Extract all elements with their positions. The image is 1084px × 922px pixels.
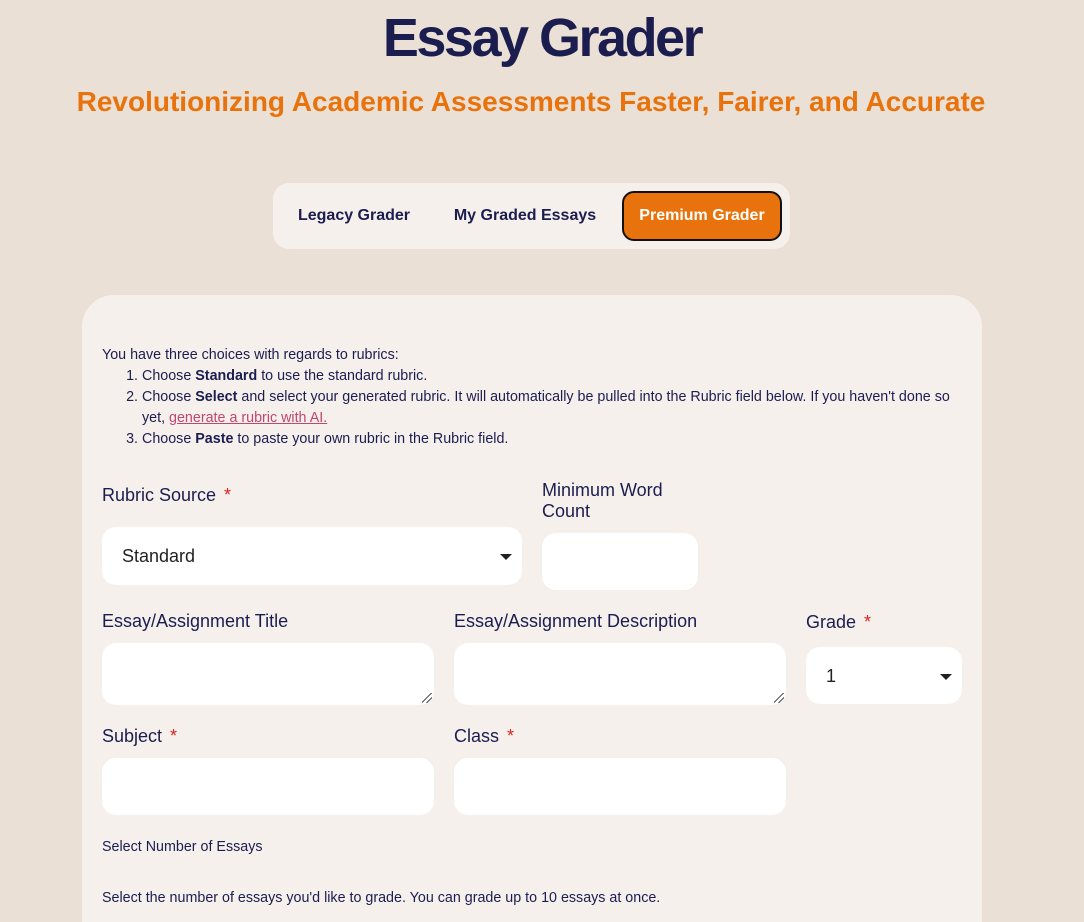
chevron-down-icon [940,674,952,680]
tab-legacy-grader[interactable]: Legacy Grader [297,207,411,224]
choice-text: Choose [142,431,196,447]
required-marker: * [864,612,872,632]
rubric-choices-list [142,366,952,450]
page-title: Essay Grader [382,8,702,68]
resize-handle-icon[interactable] [774,693,784,703]
chevron-down-icon [500,554,512,560]
grader-tabs [273,183,790,249]
choice-text: and select your generated rubric. It will automatically be pulled into the Rubric field below. If you haven't done so yet, [142,389,950,426]
essay-description-label: Essay/Assignment Description [454,611,698,631]
grade-select[interactable] [806,647,962,704]
required-marker: * [507,726,515,746]
required-marker: * [170,726,178,746]
rubric-instructions-lead: You have three choices with regards to rubrics: [102,347,399,363]
label-text: Class [454,726,500,746]
rubric-choice-standard [142,366,952,387]
grade-value: 1 [826,666,837,686]
tab-my-graded-essays[interactable]: My Graded Essays [453,207,597,224]
choice-keyword: Select [195,389,238,405]
choice-text: Choose [142,368,196,384]
choice-keyword: Paste [195,431,234,447]
subject-input[interactable] [102,758,434,815]
label-text: Subject [102,726,163,746]
rubric-choice-paste [142,429,952,450]
essay-title-textarea[interactable] [102,643,434,705]
label-text: Rubric Source [102,485,217,505]
rubric-choice-select [142,387,952,429]
subject-label [102,726,177,747]
grade-label [806,612,871,633]
rubric-source-value: Standard [122,546,196,566]
class-input[interactable] [454,758,786,815]
required-marker: * [224,485,232,505]
page-subtitle: Revolutionizing Academic Assessments Faster, Fairer, and Accurate [76,86,986,117]
rubric-instructions [102,345,952,450]
essay-count-help: Select the number of essays you'd like to grade. You can grade up to 10 essays at once. [102,890,661,906]
min-word-count-input[interactable] [542,533,698,590]
label-text: Minimum Word [542,480,663,500]
choice-text: Choose [142,389,196,405]
label-text: Grade [806,612,857,632]
choice-text: to paste your own rubric in the Rubric field. [233,431,509,447]
choice-keyword: Standard [195,368,258,384]
rubric-source-label [102,485,231,506]
rubric-source-select[interactable] [102,527,522,585]
min-word-count-label [542,480,663,522]
resize-handle-icon[interactable] [422,693,432,703]
essay-title-label: Essay/Assignment Title [102,611,289,631]
generate-rubric-link[interactable]: generate a rubric with AI. [169,410,328,426]
essay-count-label: Select Number of Essays [102,839,263,855]
essay-description-textarea[interactable] [454,643,786,705]
choice-text: to use the standard rubric. [257,368,428,384]
tab-premium-grader[interactable]: Premium Grader [622,191,782,241]
class-label [454,726,514,747]
label-text: Count [542,501,591,521]
